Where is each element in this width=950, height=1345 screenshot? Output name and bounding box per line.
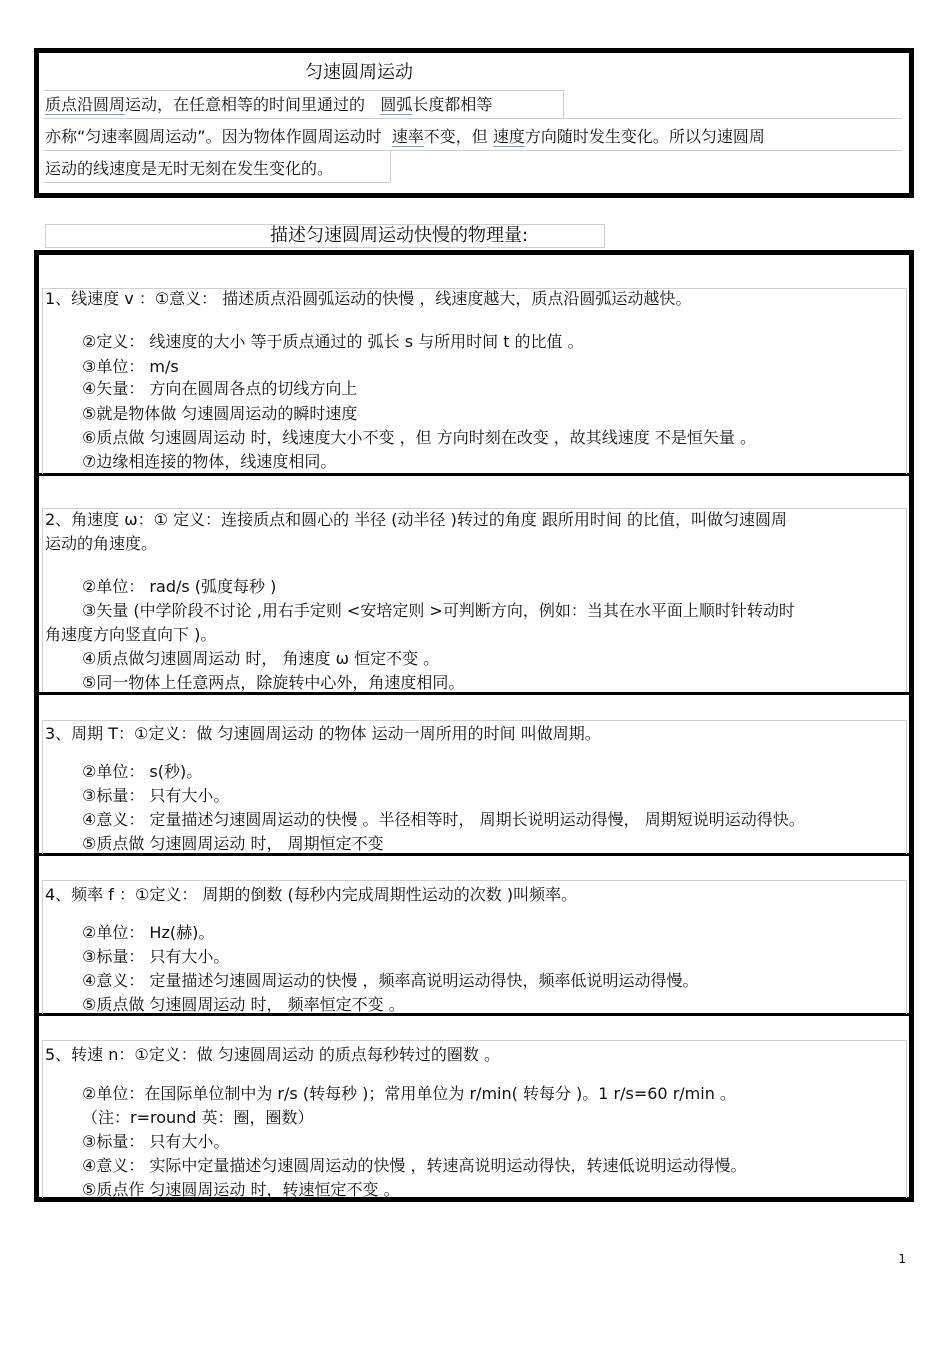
intro-text: 速度 (492, 127, 525, 146)
s5-line: 5、转速 n：①定义：做 匀速圆周运动 的质点每秒转过的圈数 。 (45, 1045, 501, 1064)
intro-text: 速率 (391, 127, 424, 146)
s4-line: ④意义： 定量描述匀速圆周运动的快慢 ，频率高说明运动得快，频率低说明运动得慢。 (82, 971, 699, 990)
intro-text: 方向随时发生变化。所以匀速圆周 (524, 127, 765, 146)
s5-line: ⑤质点作 匀速圆周运动 时，转速恒定不变 。 (82, 1180, 400, 1199)
s1-line: ③单位： m/s (82, 357, 179, 376)
s3-line: ⑤质点做 匀速圆周运动 时， 周期恒定不变 (82, 834, 384, 853)
s5-line: （注：r=round 英：圈，圈数） (82, 1108, 314, 1127)
s2-line: 运动的角速度。 (45, 534, 158, 553)
s1-line: ④矢量： 方向在圆周各点的切线方向上 (82, 379, 358, 398)
s5-line: ③标量： 只有大小。 (82, 1132, 230, 1151)
s4-line: ③标量： 只有大小。 (82, 947, 230, 966)
s2-line: 角速度方向竖直向下 )。 (45, 625, 217, 644)
s4-line: ⑤质点做 匀速圆周运动 时， 频率恒定不变 。 (82, 995, 405, 1014)
intro-text: 圆弧 (380, 95, 413, 114)
s3-line: 3、周期 T：①定义：做 匀速圆周运动 的物体 运动一周所用的时间 叫做周期。 (45, 724, 601, 743)
s1-line: ⑤就是物体做 匀速圆周运动的瞬时速度 (82, 404, 358, 423)
s2-line: ④质点做匀速圆周运动 时， 角速度 ω 恒定不变 。 (82, 649, 440, 668)
s1-line: ⑥质点做 匀速圆周运动 时，线速度大小不变 ，但 方向时刻在改变 ，故其线速度 不是恒矢量 。 (82, 428, 756, 447)
s1-line: 1、线速度 v ：①意义： 描述质点沿圆弧运动的快慢 ，线速度越大，质点沿圆弧运动越快。 (45, 289, 692, 308)
s1-line: ⑦边缘相连接的物体，线速度相同。 (82, 452, 337, 471)
s1-line: ②定义： 线速度的大小 等于质点通过的 弧长 s 与所用时间 t 的比值 。 (82, 332, 584, 351)
intro-text: 质点沿 (45, 95, 94, 114)
intro-line-3: 运动的线速度是无时无刻在发生变化的。 (45, 159, 334, 178)
intro-line-1 (45, 94, 492, 116)
intro-line-2 (45, 126, 765, 148)
section-heading: 描述匀速圆周运动快慢的物理量: (270, 225, 529, 246)
intro-text: 亦称“匀速率圆周运动”。因为物体作圆周运动时 (45, 127, 382, 146)
s3-line: ③标量： 只有大小。 (82, 786, 230, 805)
page-number: 1 (898, 1252, 906, 1266)
intro-text: 长度都相等 (412, 95, 493, 114)
separator (38, 473, 914, 476)
intro-text: 圆周 (93, 95, 126, 114)
s5-line: ②单位：在国际单位制中为 r/s (转每秒 )；常用单位为 r/min( 转每分 )。1 r/s=60 r/min 。 (82, 1084, 736, 1103)
s2-line: ⑤同一物体上任意两点，除旋转中心外，角速度相同。 (82, 673, 465, 692)
s2-line: ③矢量 (中学阶段不讨论 ,用右手定则 <安培定则 >可判断方向，例如：当其在水平面上顺时针转动时 (82, 601, 795, 620)
s5-line: ④意义： 实际中定量描述匀速圆周运动的快慢 ，转速高说明运动得快，转速低说明运动得慢。 (82, 1156, 747, 1175)
s3-line: ④意义： 定量描述匀速圆周运动的快慢 。半径相等时， 周期长说明运动得慢， 周期短说明运动得快。 (82, 810, 805, 829)
s2-line: 2、角速度 ω：① 定义：连接质点和圆心的 半径 (动半径 )转过的角度 跟所用时间 的比值，叫做匀速圆周 (45, 510, 788, 529)
s4-line: 4、频率 f ：①定义： 周期的倒数 (每秒内完成周期性运动的次数 )叫频率。 (45, 885, 578, 904)
s4-line: ②单位： Hz(赫)。 (82, 923, 215, 942)
intro-text: 不变，但 (423, 127, 488, 146)
intro-title: 匀速圆周运动 (305, 62, 413, 83)
s3-line: ②单位： s(秒)。 (82, 762, 203, 781)
s2-line: ②单位： rad/s (弧度每秒 ) (82, 577, 277, 596)
intro-text: 运动，在任意相等的时间里通过的 (125, 95, 366, 114)
